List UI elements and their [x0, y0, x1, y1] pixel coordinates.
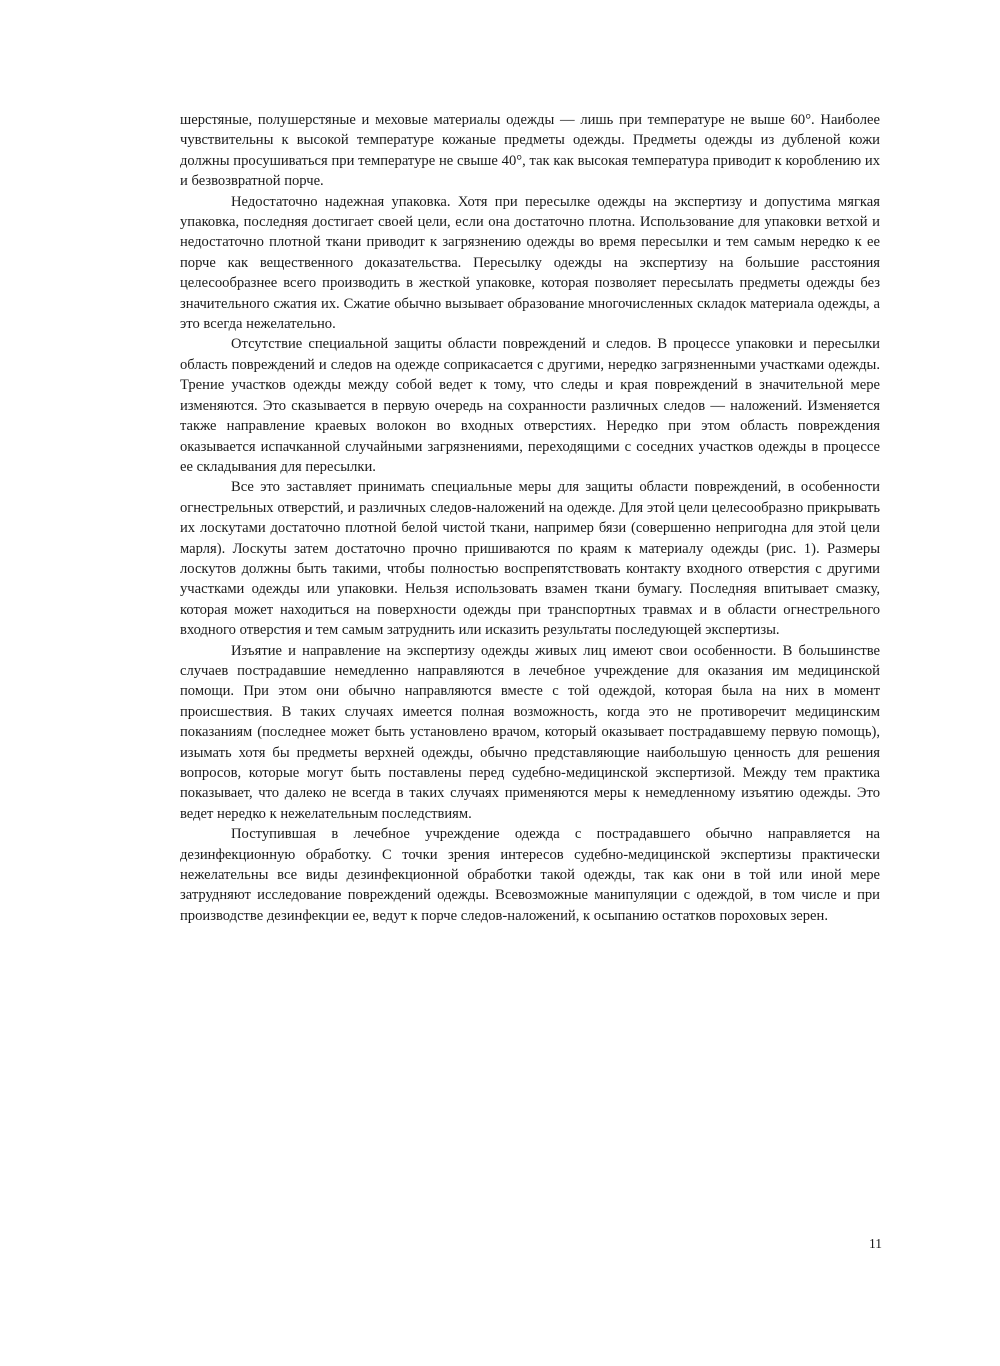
- paragraph-packaging: Недостаточно надежная упаковка. Хотя при пересылке одежды на экспертизу и допустима мягкая упаковка, последняя достигает своей цели, если она достаточно плотна. Использование для упаковки ветхой и недостаточно плотной ткани приводит к загрязнению одежды во время пересылки и тем самым нередко к ее порче как вещественного доказательства. Пересылку одежды на экспертизу на большие расстояния целесообразнее всего производить в жесткой упаковке, которая позволяет пересылать предметы одежды без значительного сжатия их. Сжатие обычно вызывает образование многочисленных складок материала одежды, а это всегда нежелательно.: [180, 193, 880, 333]
- paragraph-disinfection: Поступившая в лечебное учреждение одежда с пострадавшего обычно направляется на дезинфекционную обработку. С точки зрения интересов судебно-медицинской экспертизы практически нежелательны все виды дезинфекционной обработки такой одежды, так как они в той или иной мере затрудняют исследование повреждений одежды. Всевозможные манипуляции с одеждой, в том числе и при производстве дезинфекции ее, ведут к порче следов-наложений, к осыпанию остатков пороховых зерен.: [180, 826, 880, 924]
- paragraph-continuation: шерстяные, полушерстяные и меховые материалы одежды — лишь при температуре не выше 60°. Наиболее чувствительны к высокой температуре кожаные предметы одежды. Предметы одежды из дубленой кожи должны просушиваться при температуре не свыше 40°, так как высокая температура приводит к короблению их и безвозвратной порче.: [180, 112, 880, 190]
- page-number: 11: [869, 1236, 882, 1251]
- paragraph-special-measures: Все это заставляет принимать специальные меры для защиты области повреждений, в особенности огнестрельных отверстий, и различных следов-наложений на одежде. Для этой цели целесообразно прикрывать их лоскутами достаточно плотной белой чистой ткани, например бязи (совершенно непригодна для этой цели марля). Лоскуты затем достаточно прочно пришиваются по краям к материалу одежды (рис. 1). Размеры лоскутов должны быть такими, чтобы полностью воспрепятствовать контакту входного отверстия с другими участками одежды или упаковки. Нельзя использовать взамен ткани бумагу. Последняя впитывает смазку, которая может находиться на поверхности одежды при транспортных травмах и в области огнестрельного входного отверстия и тем самым затруднить или исказить результаты последующей экспертизы.: [180, 479, 880, 639]
- page-body: [180, 110, 880, 926]
- paragraph-living-persons: Изъятие и направление на экспертизу одежды живых лиц имеют свои особенности. В большинстве случаев пострадавшие немедленно направляются в лечебное учреждение для оказания им медицинской помощи. При этом они обычно направляются вместе с той одеждой, которая была на них в момент происшествия. В таких случаях имеется полная возможность, когда это не противоречит медицинским показаниям (последнее может быть установлено врачом, который оказывает пострадавшему первую помощь), изымать хотя бы предметы верхней одежды, обычно представляющие наибольшую ценность для решения вопросов, которые могут быть поставлены перед судебно-медицинской экспертизой. Между тем практика показывает, что далеко не всегда в таких случаях применяются меры к немедленному изъятию одежды. Это ведет нередко к нежелательным последствиям.: [180, 642, 880, 822]
- paragraph-protection: Отсутствие специальной защиты области повреждений и следов. В процессе упаковки и пересылки область повреждений и следов на одежде соприкасается с другими, нередко загрязненными участками одежды. Трение участков одежды между собой ведет к тому, что следы и края повреждений в значительной мере изменяются. Это сказывается в первую очередь на сохранности различных следов — наложений. Изменяется также направление краевых волокон во входных отверстиях. Нередко при этом область повреждения оказывается испачканной случайными загрязнениями, переходящими с соседних участков одежды в процессе ее складывания для пересылки.: [180, 336, 880, 475]
